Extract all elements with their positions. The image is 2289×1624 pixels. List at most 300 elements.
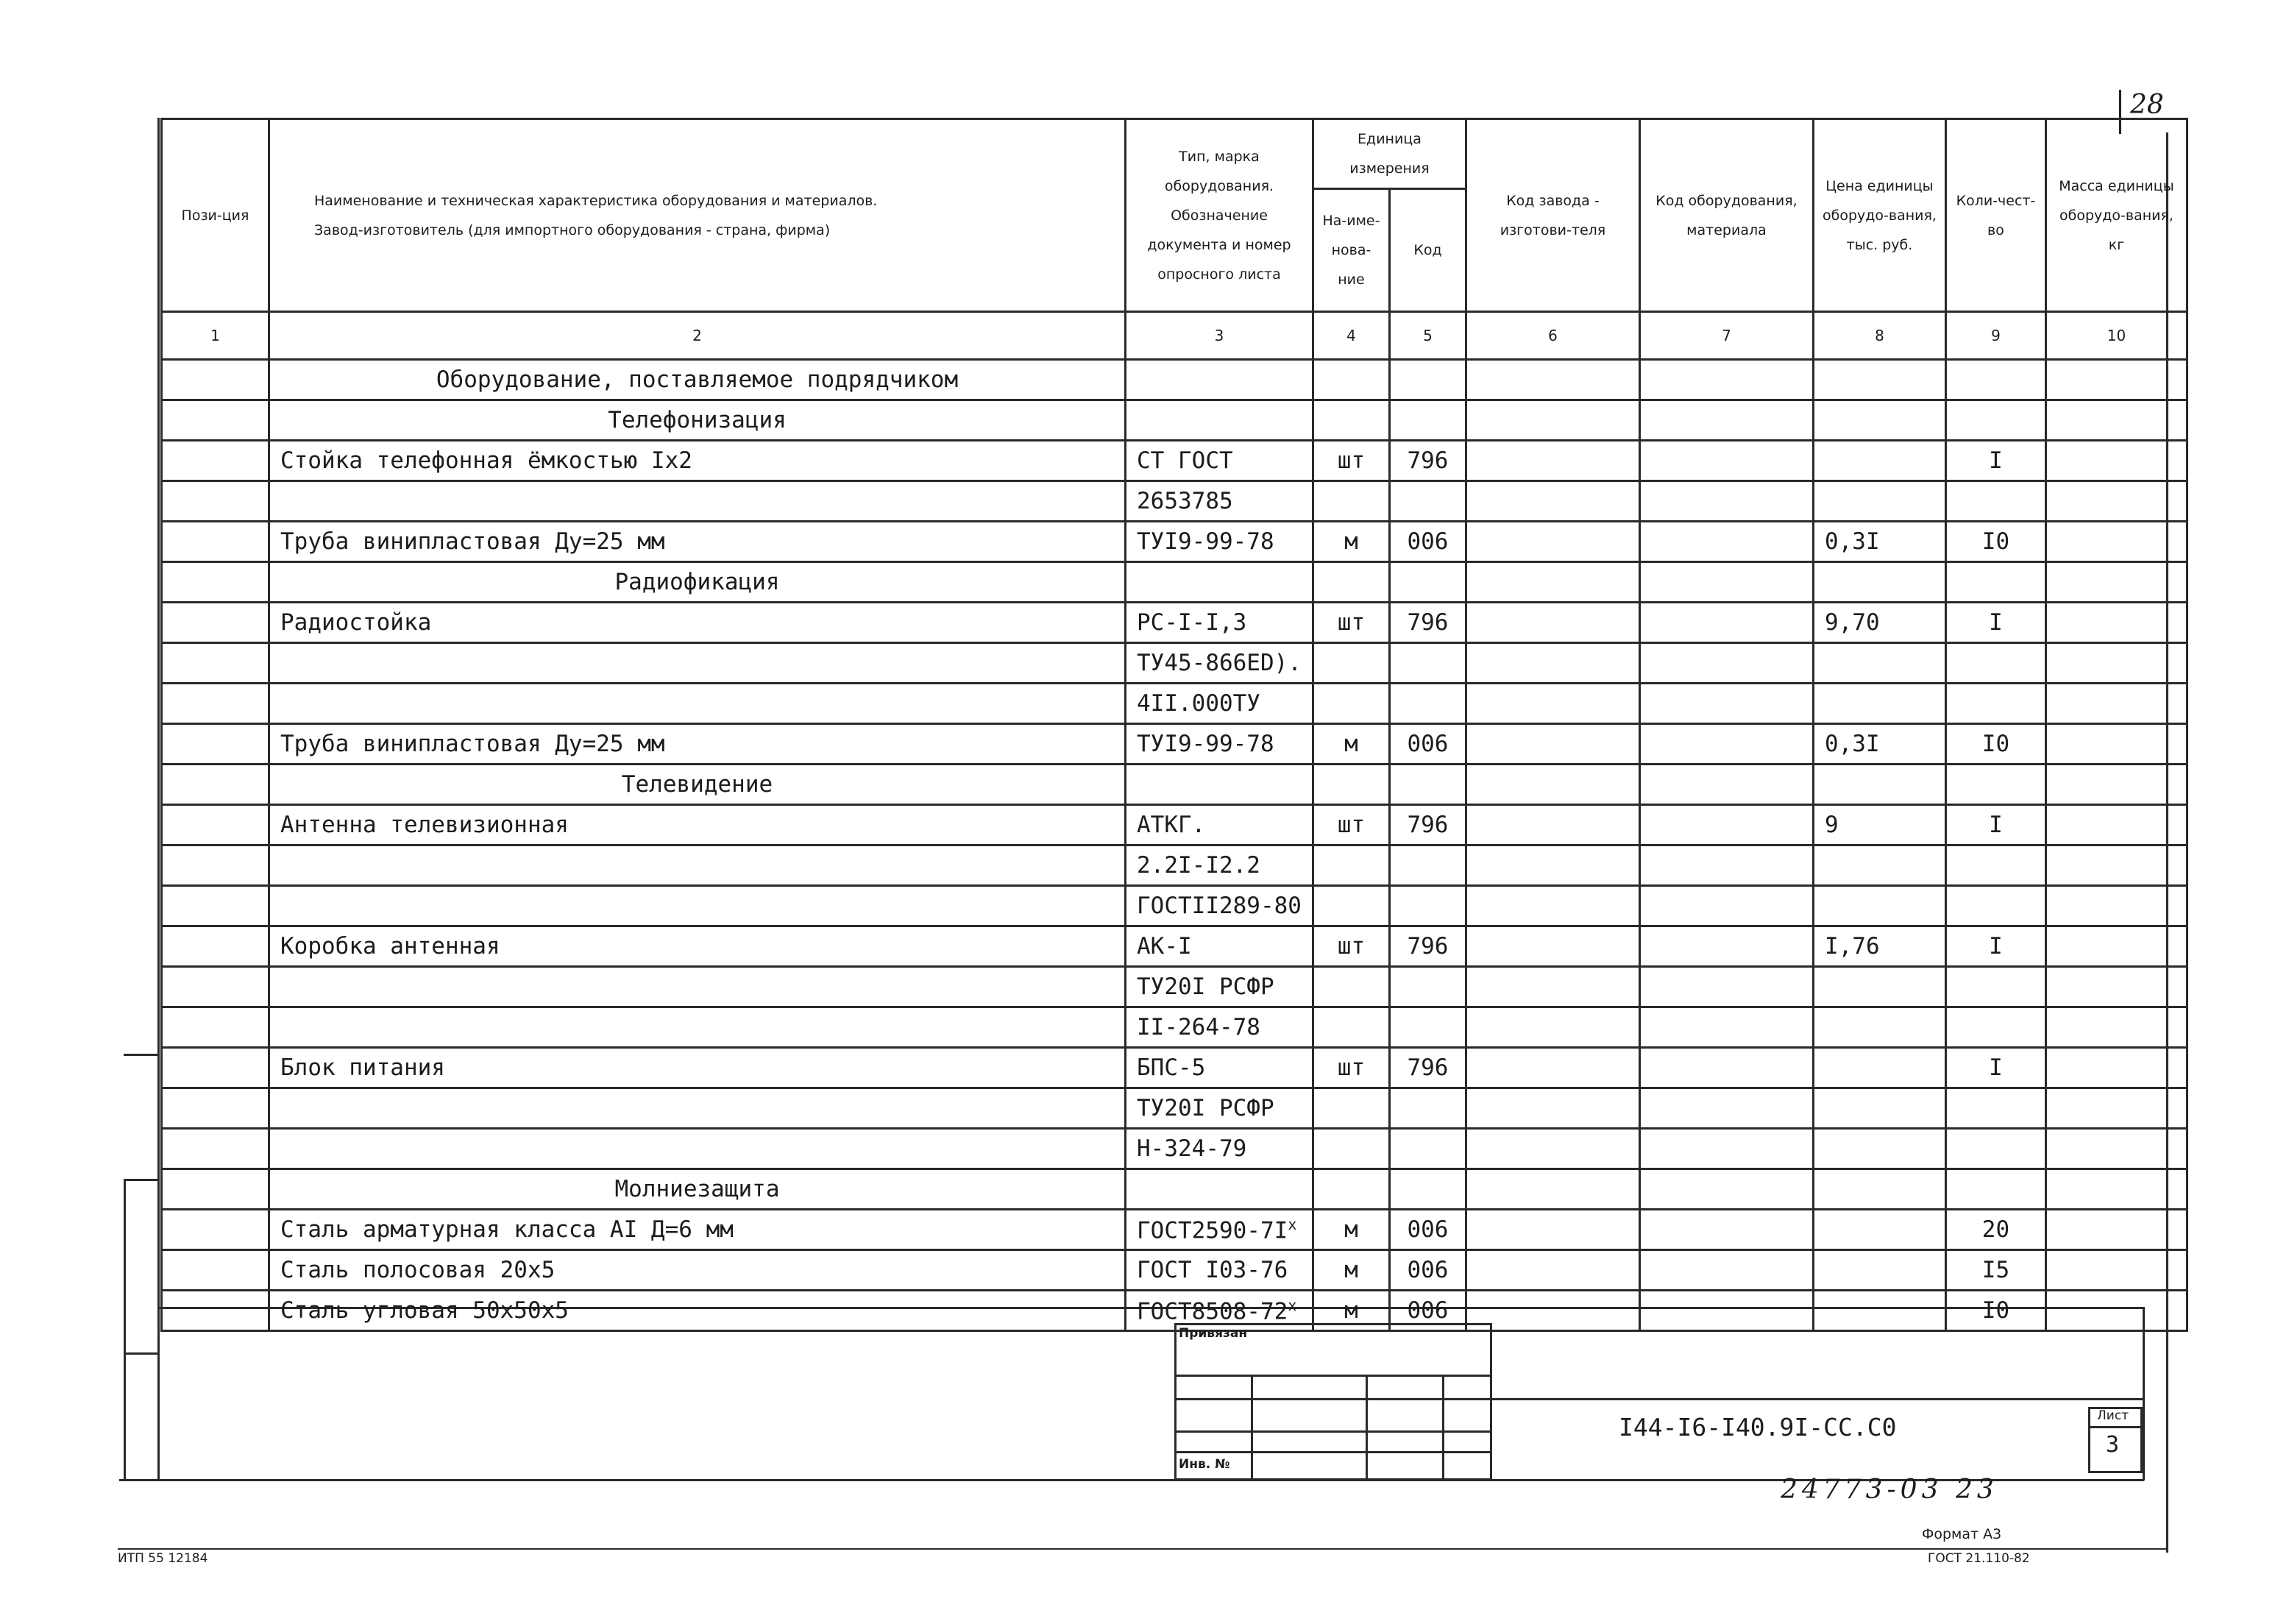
cell-empty: [1639, 1169, 1813, 1210]
cell-quantity: [1945, 481, 2045, 522]
cell-factory-code: [1466, 724, 1639, 765]
cell-empty: [1466, 360, 1639, 400]
cell-empty: [1389, 1169, 1466, 1210]
cell-empty: [1945, 562, 2045, 603]
cell-price: [1813, 1007, 1945, 1048]
cell-name: [269, 1088, 1126, 1129]
cell-empty: [1389, 562, 1466, 603]
header-unit-group: Единица измерения: [1313, 119, 1466, 189]
cell-empty: [2045, 562, 2187, 603]
cell-empty: [1813, 1169, 1945, 1210]
header-name-line1: Наименование и техническая характеристика оборудования и материалов.: [314, 192, 878, 209]
cell-unit-code: 006: [1389, 1250, 1466, 1291]
cell-mass: [2045, 1291, 2187, 1331]
cell-price: 9: [1813, 805, 1945, 845]
cell-name: Сталь арматурная класса АI Д=6 мм: [269, 1210, 1126, 1250]
cell-price: [1813, 684, 1945, 724]
cell-empty: [1313, 360, 1389, 400]
type-text: АТКГ.: [1137, 812, 1206, 838]
table-row: [162, 926, 2187, 967]
cell-position: [162, 765, 269, 805]
cell-unit-code: [1389, 967, 1466, 1007]
cell-price: 9,70: [1813, 603, 1945, 643]
cell-price: [1813, 1250, 1945, 1291]
cell-quantity: [1945, 1007, 2045, 1048]
footer-line: [118, 1548, 2168, 1550]
cell-unit: [1313, 1088, 1389, 1129]
cell-quantity: [1945, 684, 2045, 724]
cell-price: [1813, 1088, 1945, 1129]
cell-name: Труба винипластовая Ду=25 мм: [269, 724, 1126, 765]
cell-name: Коробка антенная: [269, 926, 1126, 967]
cell-unit-code: [1389, 1007, 1466, 1048]
binding-frame-line: [124, 1054, 157, 1056]
table-row: [162, 886, 2187, 926]
table-row: [162, 967, 2187, 1007]
cell-type: [1126, 1210, 1313, 1250]
cell-equipment-code: [1639, 805, 1813, 845]
cell-type: [1126, 1088, 1313, 1129]
header-position: Пози-ция: [162, 119, 269, 312]
cell-type: [1126, 441, 1313, 481]
cell-quantity: [1945, 1129, 2045, 1169]
cell-position: [162, 603, 269, 643]
cell-unit: шт: [1313, 926, 1389, 967]
cell-type: [1126, 522, 1313, 562]
cell-position: [162, 400, 269, 441]
cell-empty: [1126, 765, 1313, 805]
type-text: СТ ГОСТ: [1137, 447, 1233, 474]
cell-name: [269, 845, 1126, 886]
table-row: [162, 1129, 2187, 1169]
cell-type: [1126, 845, 1313, 886]
cell-quantity: [1945, 967, 2045, 1007]
cell-name: [269, 643, 1126, 684]
cell-empty: [1813, 562, 1945, 603]
cell-price: I,76: [1813, 926, 1945, 967]
table-row: [162, 522, 2187, 562]
cell-unit: шт: [1313, 805, 1389, 845]
column-number: 7: [1639, 312, 1813, 360]
cell-empty: [1813, 400, 1945, 441]
cell-factory-code: [1466, 1048, 1639, 1088]
header-equipment-code: Код оборудования, материала: [1639, 119, 1813, 312]
cell-quantity: [1945, 643, 2045, 684]
cell-name: Стойка телефонная ёмкостью Iх2: [269, 441, 1126, 481]
header-factory-code: Код завода - изготови-теля: [1466, 119, 1639, 312]
type-text: АК-I: [1137, 933, 1192, 960]
cell-type: [1126, 1129, 1313, 1169]
cell-price: 0,3I: [1813, 724, 1945, 765]
cell-quantity: I: [1945, 441, 2045, 481]
cell-type: [1126, 684, 1313, 724]
section-row: [162, 562, 2187, 603]
type-text: 2653785: [1137, 488, 1233, 514]
header-quantity: Коли-чест-во: [1945, 119, 2045, 312]
cell-unit: м: [1313, 1250, 1389, 1291]
cell-equipment-code: [1639, 1129, 1813, 1169]
cell-empty: [2045, 400, 2187, 441]
cell-quantity: I0: [1945, 724, 2045, 765]
table-row: [162, 845, 2187, 886]
cell-position: [162, 1250, 269, 1291]
cell-unit: шт: [1313, 441, 1389, 481]
header-unit-name: На-име-нова-ние: [1313, 189, 1389, 312]
cell-price: [1813, 845, 1945, 886]
cell-unit: м: [1313, 1210, 1389, 1250]
sheet-number: 28: [2119, 90, 2166, 134]
cell-quantity: [1945, 1088, 2045, 1129]
cell-unit: м: [1313, 1291, 1389, 1331]
cell-unit-code: [1389, 845, 1466, 886]
column-numbers-row: [162, 312, 2187, 360]
column-number: 9: [1945, 312, 2045, 360]
cell-factory-code: [1466, 1250, 1639, 1291]
table-row: [162, 481, 2187, 522]
type-text: 2.2I-I2.2: [1137, 852, 1260, 879]
cell-name: [269, 684, 1126, 724]
cell-empty: [1466, 1169, 1639, 1210]
table-row: [162, 1088, 2187, 1129]
stamp-line: [1174, 1430, 1492, 1433]
cell-factory-code: [1466, 886, 1639, 926]
cell-price: [1813, 1291, 1945, 1331]
cell-empty: [1945, 765, 2045, 805]
cell-empty: [1313, 562, 1389, 603]
cell-mass: [2045, 886, 2187, 926]
section-row: [162, 360, 2187, 400]
cell-unit-code: [1389, 481, 1466, 522]
cell-factory-code: [1466, 805, 1639, 845]
cell-position: [162, 1169, 269, 1210]
cell-position: [162, 522, 269, 562]
table-row: [162, 441, 2187, 481]
cell-factory-code: [1466, 481, 1639, 522]
cell-unit-code: [1389, 643, 1466, 684]
cell-unit: [1313, 845, 1389, 886]
cell-equipment-code: [1639, 1210, 1813, 1250]
cell-empty: [1639, 765, 1813, 805]
cell-equipment-code: [1639, 1007, 1813, 1048]
cell-empty: [1466, 765, 1639, 805]
footer-left-code: ИТП 55 12184: [118, 1551, 208, 1566]
cell-empty: [1945, 360, 2045, 400]
cell-equipment-code: [1639, 1250, 1813, 1291]
cell-name: Блок питания: [269, 1048, 1126, 1088]
cell-factory-code: [1466, 845, 1639, 886]
cell-price: [1813, 967, 1945, 1007]
type-superscript: х: [1288, 1296, 1297, 1314]
cell-mass: [2045, 1250, 2187, 1291]
cell-quantity: 20: [1945, 1210, 2045, 1250]
cell-unit-code: [1389, 886, 1466, 926]
cell-equipment-code: [1639, 845, 1813, 886]
cell-type: [1126, 926, 1313, 967]
cell-quantity: I: [1945, 1048, 2045, 1088]
cell-mass: [2045, 481, 2187, 522]
cell-empty: [1126, 360, 1313, 400]
cell-empty: [1126, 562, 1313, 603]
cell-quantity: I5: [1945, 1250, 2045, 1291]
cell-equipment-code: [1639, 643, 1813, 684]
cell-factory-code: [1466, 522, 1639, 562]
cell-factory-code: [1466, 926, 1639, 967]
cell-empty: [1126, 1169, 1313, 1210]
cell-mass: [2045, 684, 2187, 724]
table-row: [162, 1048, 2187, 1088]
stamp-line: [1442, 1375, 1444, 1481]
cell-unit-code: 796: [1389, 603, 1466, 643]
cell-factory-code: [1466, 684, 1639, 724]
cell-mass: [2045, 1048, 2187, 1088]
cell-empty: [1945, 1169, 2045, 1210]
cell-unit-code: 006: [1389, 1291, 1466, 1331]
cell-price: [1813, 481, 1945, 522]
cell-equipment-code: [1639, 1291, 1813, 1331]
type-superscript: х: [1288, 1215, 1297, 1233]
cell-name: Труба винипластовая Ду=25 мм: [269, 522, 1126, 562]
section-row: [162, 400, 2187, 441]
cell-unit: [1313, 1129, 1389, 1169]
cell-position: [162, 805, 269, 845]
cell-unit: шт: [1313, 1048, 1389, 1088]
table-row: [162, 684, 2187, 724]
header-price: Цена единицы оборудо-вания, тыс. руб.: [1813, 119, 1945, 312]
table-row: [162, 805, 2187, 845]
cell-unit-code: 796: [1389, 1048, 1466, 1088]
cell-factory-code: [1466, 967, 1639, 1007]
cell-equipment-code: [1639, 1048, 1813, 1088]
cell-quantity: I: [1945, 926, 2045, 967]
handwritten-inventory-number: 24773-03 23: [1781, 1475, 1998, 1505]
cell-mass: [2045, 1210, 2187, 1250]
cell-mass: [2045, 967, 2187, 1007]
type-text: ГОСТ8508-72: [1137, 1298, 1288, 1325]
cell-empty: [1313, 765, 1389, 805]
cell-price: [1813, 1129, 1945, 1169]
cell-empty: [1945, 400, 2045, 441]
cell-unit: [1313, 886, 1389, 926]
cell-equipment-code: [1639, 603, 1813, 643]
cell-name: Антенна телевизионная: [269, 805, 1126, 845]
type-text: II-264-78: [1137, 1014, 1260, 1040]
cell-type: [1126, 481, 1313, 522]
cell-empty: [2045, 765, 2187, 805]
type-text: ГОСТII289-80: [1137, 893, 1302, 919]
cell-equipment-code: [1639, 967, 1813, 1007]
sheet-number-value: 3: [2106, 1432, 2120, 1458]
cell-equipment-code: [1639, 724, 1813, 765]
stamp-line: [1174, 1398, 1492, 1400]
cell-equipment-code: [1639, 522, 1813, 562]
cell-position: [162, 1048, 269, 1088]
cell-quantity: I: [1945, 603, 2045, 643]
cell-empty: [1126, 400, 1313, 441]
cell-unit: шт: [1313, 603, 1389, 643]
cell-factory-code: [1466, 1007, 1639, 1048]
cell-type: [1126, 603, 1313, 643]
cell-type: [1126, 1250, 1313, 1291]
cell-name: Сталь угловая 50х50х5: [269, 1291, 1126, 1331]
cell-equipment-code: [1639, 441, 1813, 481]
type-text: ТУI9-99-78: [1137, 731, 1274, 757]
cell-quantity: I0: [1945, 522, 2045, 562]
cell-empty: [1639, 360, 1813, 400]
header-row: [162, 119, 2187, 189]
cell-price: [1813, 1048, 1945, 1088]
binding-frame-line: [124, 1179, 159, 1181]
table-row: [162, 643, 2187, 684]
cell-factory-code: [1466, 643, 1639, 684]
column-number: 4: [1313, 312, 1389, 360]
cell-name: [269, 1129, 1126, 1169]
cell-unit: [1313, 684, 1389, 724]
section-title: Телевидение: [269, 765, 1126, 805]
header-mass: Масса единицы оборудо-вания, кг: [2045, 119, 2187, 312]
cell-empty: [1813, 360, 1945, 400]
cell-factory-code: [1466, 441, 1639, 481]
cell-position: [162, 562, 269, 603]
cell-position: [162, 684, 269, 724]
cell-empty: [1389, 400, 1466, 441]
cell-type: [1126, 1048, 1313, 1088]
cell-type: [1126, 805, 1313, 845]
cell-name: Сталь полосовая 20х5: [269, 1250, 1126, 1291]
cell-position: [162, 481, 269, 522]
cell-empty: [1639, 400, 1813, 441]
type-text: РС-I-I,3: [1137, 609, 1247, 636]
header-name-line2: Завод-изготовитель (для импортного оборудования - страна, фирма): [314, 221, 831, 238]
column-number: 5: [1389, 312, 1466, 360]
column-number: 10: [2045, 312, 2187, 360]
cell-price: [1813, 886, 1945, 926]
cell-mass: [2045, 603, 2187, 643]
binding-frame-line: [124, 1352, 159, 1355]
cell-equipment-code: [1639, 684, 1813, 724]
cell-price: [1813, 643, 1945, 684]
table-row: [162, 603, 2187, 643]
cell-quantity: I0: [1945, 1291, 2045, 1331]
cell-price: 0,3I: [1813, 522, 1945, 562]
stamp-line: [1251, 1375, 1253, 1481]
cell-unit: м: [1313, 522, 1389, 562]
cell-equipment-code: [1639, 481, 1813, 522]
cell-unit-code: 796: [1389, 441, 1466, 481]
cell-mass: [2045, 643, 2187, 684]
column-number: 6: [1466, 312, 1639, 360]
cell-quantity: [1945, 845, 2045, 886]
cell-position: [162, 967, 269, 1007]
cell-empty: [1389, 360, 1466, 400]
column-number: 2: [269, 312, 1126, 360]
cell-mass: [2045, 724, 2187, 765]
section-title: Оборудование, поставляемое подрядчиком: [269, 360, 1126, 400]
binding-frame-line: [157, 118, 160, 1481]
cell-factory-code: [1466, 603, 1639, 643]
cell-mass: [2045, 522, 2187, 562]
cell-equipment-code: [1639, 1088, 1813, 1129]
type-text: ТУ45-866ЕD).: [1137, 650, 1302, 676]
format-label: Формат А3: [1922, 1526, 2002, 1542]
cell-name: [269, 886, 1126, 926]
cell-position: [162, 441, 269, 481]
cell-empty: [2045, 1169, 2187, 1210]
cell-mass: [2045, 805, 2187, 845]
cell-position: [162, 1210, 269, 1250]
section-title: Радиофикация: [269, 562, 1126, 603]
cell-type: [1126, 1007, 1313, 1048]
cell-unit-code: 006: [1389, 724, 1466, 765]
cell-position: [162, 1007, 269, 1048]
type-text: ТУ20I РСФР: [1137, 974, 1274, 1000]
cell-unit-code: 796: [1389, 926, 1466, 967]
cell-empty: [1466, 400, 1639, 441]
cell-empty: [1313, 1169, 1389, 1210]
section-title: Молниезащита: [269, 1169, 1126, 1210]
cell-unit: [1313, 643, 1389, 684]
cell-empty: [1313, 400, 1389, 441]
table-row: [162, 1210, 2187, 1250]
cell-name: [269, 481, 1126, 522]
cell-unit-code: [1389, 1129, 1466, 1169]
cell-empty: [1639, 562, 1813, 603]
cell-position: [162, 886, 269, 926]
cell-position: [162, 360, 269, 400]
cell-position: [162, 724, 269, 765]
cell-mass: [2045, 926, 2187, 967]
cell-name: [269, 967, 1126, 1007]
document-code: I44-I6-I40.9I-СС.С0: [1619, 1413, 1897, 1442]
cell-type: [1126, 724, 1313, 765]
table-row: [162, 1250, 2187, 1291]
cell-type: [1126, 643, 1313, 684]
type-text: Н-324-79: [1137, 1135, 1247, 1162]
cell-mass: [2045, 1007, 2187, 1048]
cell-empty: [1389, 765, 1466, 805]
sheet-box-divider: [2088, 1426, 2143, 1428]
cell-unit: [1313, 1007, 1389, 1048]
cell-position: [162, 1088, 269, 1129]
cell-empty: [2045, 360, 2187, 400]
title-block-line: [1492, 1398, 2144, 1400]
stamp-line: [1174, 1451, 1492, 1453]
cell-position: [162, 845, 269, 886]
header-unit-code: Код: [1389, 189, 1466, 312]
cell-unit-code: 006: [1389, 522, 1466, 562]
cell-equipment-code: [1639, 926, 1813, 967]
section-row: [162, 1169, 2187, 1210]
type-text: ГОСТ2590-7I: [1137, 1217, 1288, 1244]
binding-frame-line: [124, 1179, 126, 1481]
cell-type: [1126, 886, 1313, 926]
cell-position: [162, 1291, 269, 1331]
cell-mass: [2045, 1088, 2187, 1129]
cell-unit-code: [1389, 684, 1466, 724]
cell-mass: [2045, 1129, 2187, 1169]
table-row: [162, 1007, 2187, 1048]
cell-empty: [1466, 562, 1639, 603]
cell-quantity: I: [1945, 805, 2045, 845]
column-number: 8: [1813, 312, 1945, 360]
cell-unit: [1313, 481, 1389, 522]
cell-unit-code: [1389, 1088, 1466, 1129]
cell-position: [162, 643, 269, 684]
binding-frame-line: [2143, 1307, 2145, 1481]
cell-type: [1126, 967, 1313, 1007]
type-text: ГОСТ I03-76: [1137, 1257, 1288, 1283]
cell-price: [1813, 441, 1945, 481]
header-name: [269, 119, 1126, 312]
